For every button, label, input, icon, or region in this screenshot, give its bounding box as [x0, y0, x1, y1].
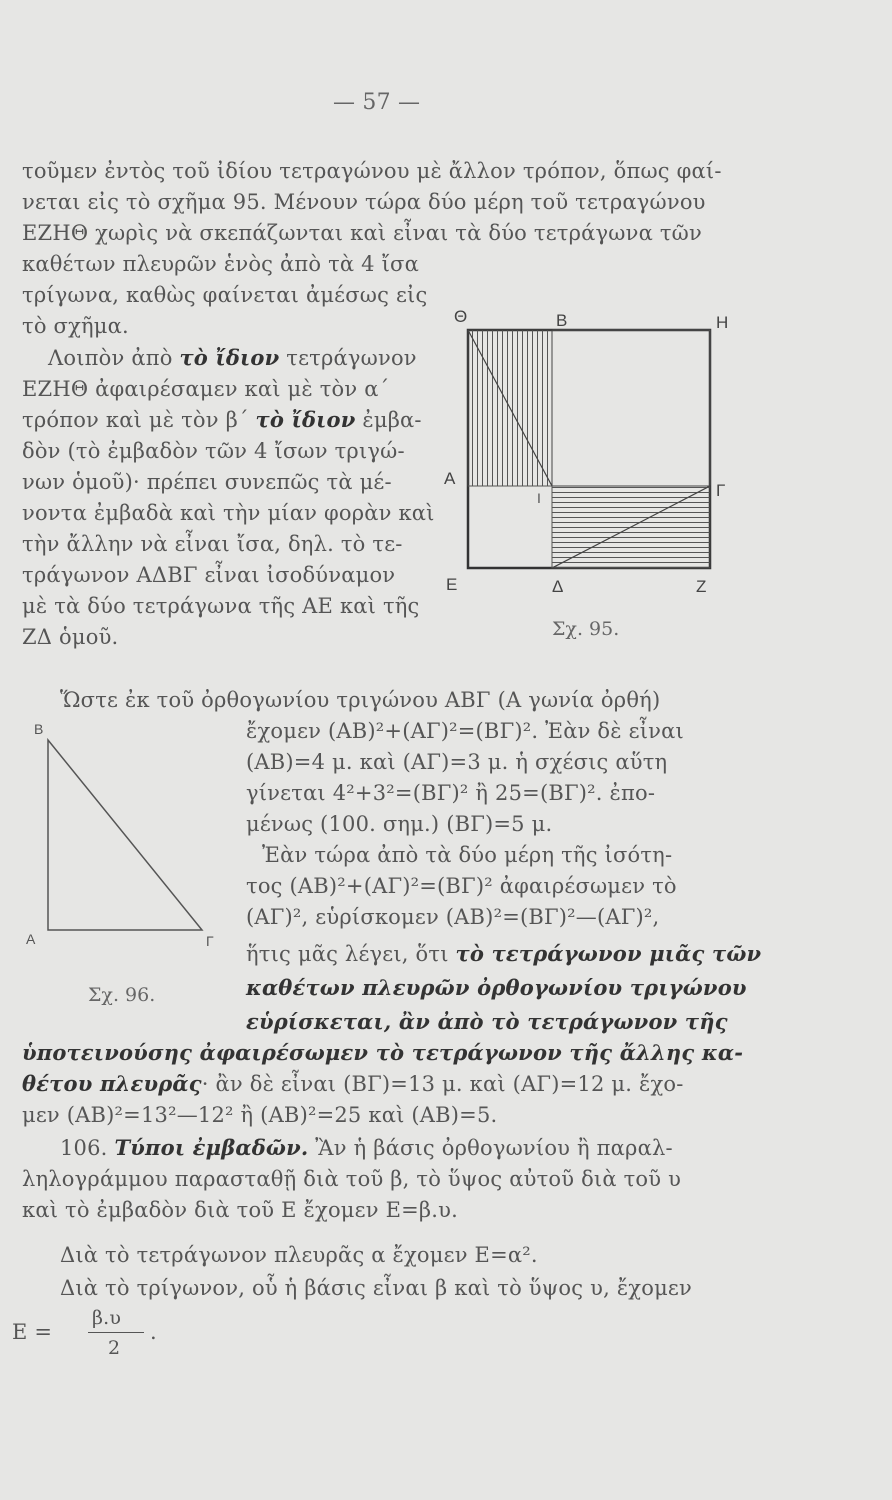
text-line: Διὰ τὸ τετράγωνον πλευρᾶς α ἔχομεν Ε=α².	[60, 1243, 538, 1267]
formula-denominator: 2	[108, 1337, 121, 1359]
text-line: 106. Τύποι ἐμβαδῶν. Ἂν ἡ βάσις ὀρθογωνίου ἢ παραλ-	[60, 1135, 673, 1160]
label-z: Ζ	[696, 577, 707, 596]
text-line: τρίγωνα, καθὼς φαίνεται ἀμέσως εἰς	[22, 283, 428, 307]
page-number: — 57 —	[333, 90, 421, 115]
text-line: τὴν ἄλλην νὰ εἶναι ἴσα, δηλ. τὸ τε-	[22, 532, 403, 556]
text-line: δὸν (τὸ ἐμβαδὸν τῶν 4 ἴσων τριγώ-	[22, 439, 405, 463]
text-line: τος (ΑΒ)²+(ΑΓ)²=(ΒΓ)² ἀφαιρέσωμεν τὸ	[246, 874, 677, 898]
label-b: Β	[34, 721, 44, 737]
text-line: (ΑΒ)=4 μ. καὶ (ΑΓ)=3 μ. ἡ σχέσις αὕτη	[246, 750, 668, 774]
text-line: τὸ σχῆμα.	[22, 314, 129, 338]
fraction-bar	[88, 1332, 144, 1333]
formula-period: .	[150, 1320, 157, 1344]
text-line: ΕΖΗΘ χωρὶς νὰ σκεπάζωνται καὶ εἶναι τὰ δύο τετράγωνα τῶν	[22, 221, 702, 245]
text-line: τρόπον καὶ μὲ τὸν β΄ τὸ ἴδιον ἐμβα-	[22, 407, 422, 432]
text-line: θέτου πλευρᾶς· ἂν δὲ εἶναι (ΒΓ)=13 μ. καὶ (ΑΓ)=12 μ. ἔχο-	[22, 1071, 684, 1096]
text-line: τοῦμεν ἐντὸς τοῦ ἰδίου τετραγώνου μὲ ἄλλον τρόπον, ὅπως φαί-	[22, 159, 722, 183]
right-triangle-abg	[48, 740, 202, 930]
label-theta: Θ	[454, 307, 468, 326]
formula-numerator: β.υ	[92, 1307, 122, 1329]
text-line: ἥτις μᾶς λέγει, ὅτι τὸ τετράγωνον μιᾶς τῶν	[246, 941, 762, 966]
text-line: Ὥστε ἐκ τοῦ ὀρθογωνίου τριγώνου ΑΒΓ (Α γωνία ὀρθή)	[60, 688, 661, 712]
text-line: ΕΖΗΘ ἀφαιρέσαμεν καὶ μὲ τὸν α΄	[22, 377, 390, 401]
label-h: Η	[716, 313, 729, 332]
text-line: μὲ τὰ δύο τετράγωνα τῆς ΑΕ καὶ τῆς	[22, 594, 420, 618]
figure-96	[20, 718, 220, 948]
label-d: Δ	[552, 577, 564, 596]
text-line: ἔχομεν (ΑΒ)²+(ΑΓ)²=(ΒΓ)². Ἐὰν δὲ εἶναι	[246, 719, 684, 743]
text-line: ληλογράμμου παρασταθῇ διὰ τοῦ β, τὸ ὕψος αὐτοῦ διὰ τοῦ υ	[22, 1167, 682, 1191]
label-b: Β	[556, 311, 568, 330]
label-a: Α	[444, 469, 456, 488]
text-line: μεν (ΑΒ)²=13²—12² ἢ (ΑΒ)²=25 καὶ (ΑΒ)=5.	[22, 1103, 498, 1127]
formula-lhs: Ε =	[12, 1320, 53, 1344]
text-line: εὑρίσκεται, ἂν ἀπὸ τὸ τετράγωνον τῆς	[246, 1009, 728, 1034]
label-g: Γ	[716, 481, 726, 500]
figure-95-caption: Σχ. 95.	[552, 618, 620, 640]
text-line: Διὰ τὸ τρίγωνον, οὗ ἡ βάσις εἶναι β καὶ τὸ ὕψος υ, ἔχομεν	[60, 1276, 692, 1300]
text-line: νοντα ἐμβαδὰ καὶ τὴν μίαν φορὰν καὶ	[22, 501, 435, 525]
text-line: γίνεται 4²+3²=(ΒΓ)² ἢ 25=(ΒΓ)². ἐπο-	[246, 781, 656, 805]
text-line: νων ὁμοῦ)· πρέπει συνεπῶς τὰ μέ-	[22, 470, 392, 494]
text-line: καθέτων πλευρῶν ἑνὸς ἀπὸ τὰ 4 ἴσα	[22, 252, 419, 276]
label-a: Α	[26, 931, 36, 947]
text-line: καθέτων πλευρῶν ὀρθογωνίου τριγώνου	[246, 975, 747, 1000]
label-i: Ι	[537, 490, 541, 506]
text-line: τράγωνον ΑΔΒΓ εἶναι ἰσοδύναμον	[22, 563, 396, 587]
text-line: Ἐὰν τώρα ἀπὸ τὰ δύο μέρη τῆς ἰσότη-	[262, 843, 673, 867]
text-line: ΖΔ ὁμοῦ.	[22, 625, 119, 649]
text-line: ὑποτεινούσης ἀφαιρέσωμεν τὸ τετράγωνον τῆς ἄλλης κα-	[22, 1040, 744, 1065]
label-g: Γ	[206, 933, 214, 949]
label-e: Ε	[446, 575, 458, 594]
text-line: νεται εἰς τὸ σχῆμα 95. Μένουν τώρα δύο μέρη τοῦ τετραγώνου	[22, 190, 706, 214]
text-line: (ΑΓ)², εὑρίσκομεν (ΑΒ)²=(ΒΓ)²—(ΑΓ)²,	[246, 905, 660, 929]
figure-95	[440, 300, 740, 610]
inner-square-ae	[552, 330, 710, 486]
figure-96-caption: Σχ. 96.	[88, 984, 156, 1006]
text-line: μένως (100. σημ.) (ΒΓ)=5 μ.	[246, 812, 553, 836]
text-line: καὶ τὸ ἐμβαδὸν διὰ τοῦ Ε ἔχομεν Ε=β.υ.	[22, 1198, 458, 1222]
text-line: Λοιπὸν ἀπὸ τὸ ἴδιον τετράγωνον	[48, 345, 417, 370]
